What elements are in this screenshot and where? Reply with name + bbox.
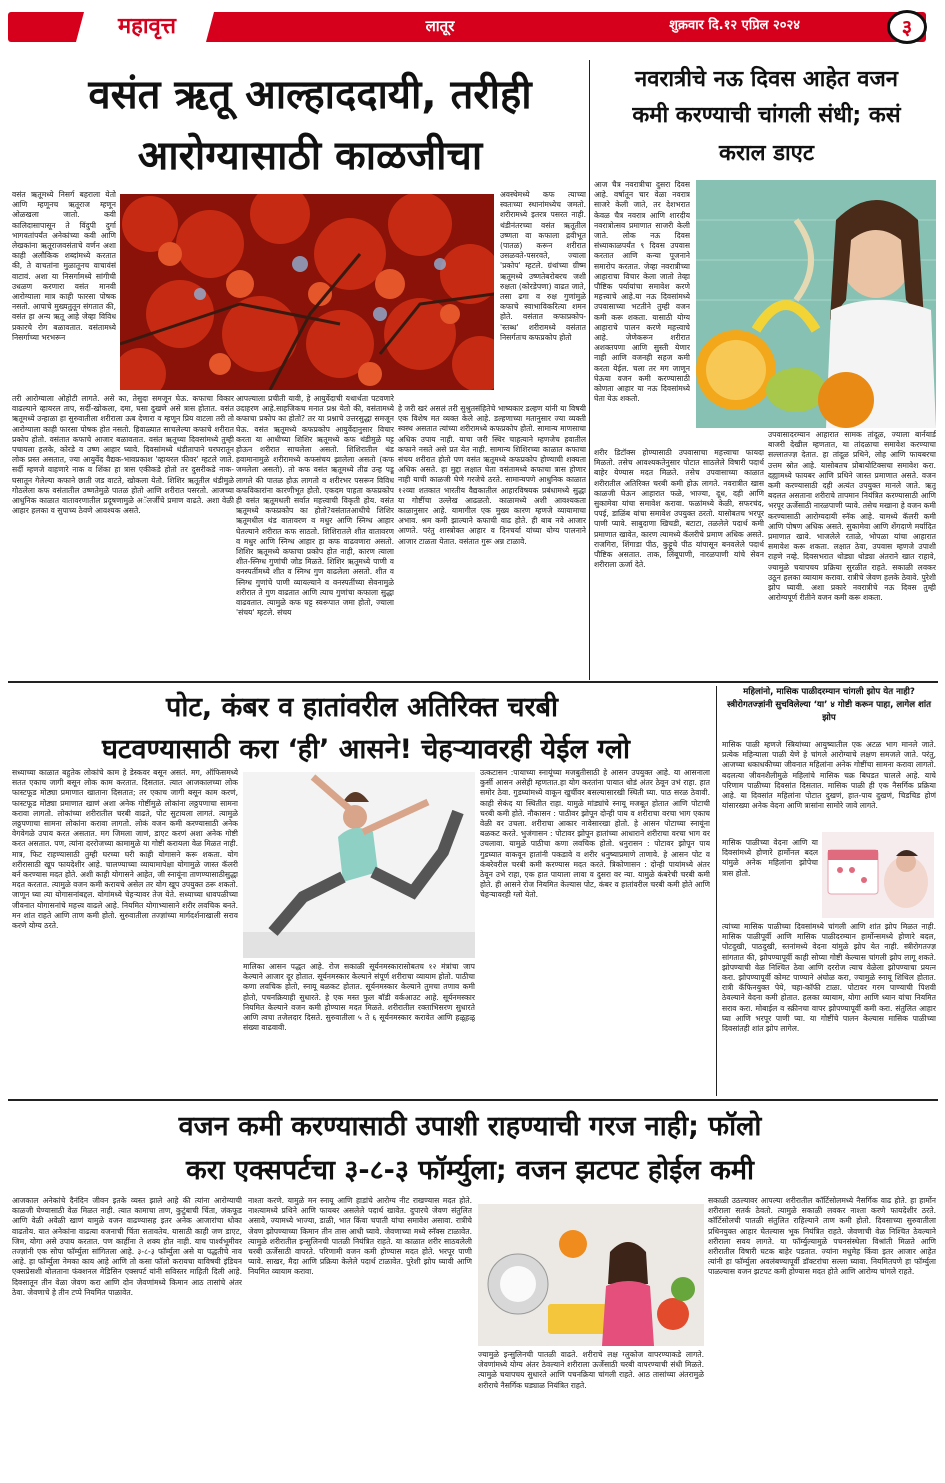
article5-headline-2: करा एक्सपर्टचा ३-८-३ फॉर्म्युला; वजन झटपट होईल कमी: [185, 1155, 755, 1186]
article3-headline-2: घटवण्यासाठी करा ‘ही’ आसने! चेहऱ्यावरही येईल ग्लो: [101, 734, 631, 765]
yoga-illustration: [243, 772, 475, 958]
divider-h-2: [8, 1099, 938, 1101]
article1-col3-top: अवस्थेमध्ये कफ त्याच्या स्वतःच्या स्थानांमध्येच जमतो. शरीरामध्ये इतरत्र पसरत नाही. थंडीनंतरच्या वसंत ऋतूतील उष्णता वा कफाला द्रवीभूत (पातळ) करून शरीरात उसळवते-पसरवते, ज्याला 'प्रकोप' म्हटले. ग्रंथांच्या ग्रीष्म ऋतूमध्ये उष्णतेबरोबरच जशी रुक्षता (कोरडेपणा) वाढत जाते, तसा ढगा व रुक्ष गुणांमुळे कफाचे स्वाभाविकरित्या शमन होते. वसंतात कफाप्रकोप-'स्तब्ध' शरीरामध्ये वसंतात निसर्गतःच कफप्रकोप होतो: [500, 190, 586, 342]
divider-v-top: [589, 60, 590, 680]
article5-col2: नाश्ता करणे. यामुळे मन स्नायू आणि हाडांचे आरोग्य नीट राखण्यास मदत होते. नाश्त्यामध्ये प्रथिने आणि फायबर असलेले पदार्थ खावेत. दुपारचे जेवण संतुलित असावे, ज्यामध्ये भाज्या, डाळी, भात किंवा चपाती यांचा समावेश असावा. रात्रीचे जेवण झोपण्याच्या किमान तीन तास आधी घ्यावे. जेवणाच्या मध्ये स्नॅक्स टाळावेत. त्यामुळे शरीरातील इन्सुलिनची पातळी नियंत्रित राहते. या काळात शरीर साठवलेली चरबी ऊर्जेसाठी वापरते. परिणामी वजन कमी होण्यास मदत होते. भरपूर पाणी प्यावे. साखर, मैदा आणि प्रक्रिया केलेले पदार्थ टाळावेत. पुरेशी झोप घ्यावी आणि नियमित व्यायाम करावा.: [248, 1196, 472, 1277]
article1-intro-col: वसंत ऋतूमध्ये निसर्ग बहराला येतो आणि म्हणूनच ऋतूराज म्हणून ओळखला जातो. कवी कालिदासापासून ते विंदुपी दुर्गा भागवतांपर्यंत अनेकांच्या कवी आणि लेखकांना ऋतूराजवसंताचे वर्णन अशा काही अलौकिक शब्दांमध्ये करतात की, ते वाचतांना मुळातूनच वाचावंसं वाटावं. अशा या निसर्गामध्ये सांगीची उधळण करणारा वसंत मानवी आरोग्याला मात्र काही फारसा पोषक नसतो. आपाचे मुख्यतुतून संगतात की, वसंत हा अन्य ऋतू आहे जेव्हा विविध प्रकारचे रोग बळावतात. वसंतामध्ये निसर्गाच्या भरभरून: [12, 190, 116, 342]
masthead-city: लातूर: [425, 17, 455, 35]
page-number: ३: [887, 10, 927, 44]
article1-headline-2: आरोग्यासाठी काळजीचा: [137, 133, 483, 179]
spring-tree-photo: [120, 194, 494, 390]
spring-tree-illustration: [120, 194, 494, 390]
article2-headline-1: नवरात्रीचे नऊ दिवस आहेत वजन: [634, 67, 899, 92]
article2-left-col: आज चैत्र नवरात्रीचा दुसरा दिवस आहे. वर्षातून चार वेळा नवरात्र साजरे केली जाते, तर देशभरात केवळ चैत्र नवरात्र आणि शारदीय नवरात्रोत्सव प्रमाणात साजरी केली जाते. लोक नऊ दिवस संध्याकाळपर्यंत ९ दिवस उपवास करतात आणि कन्या पूजनाने समारोप करतात. जेव्हा नवरात्रीच्या आहाराचा विचार केला जातो तेव्हा पौष्टिक पर्यायांचा समावेश करणे महत्त्वाचे आहे.या नऊ दिवसांमध्ये उपवासाच्या भटतीने तुम्ही वजन कमी करू शकता. यासाठी योग्य आहाराचे पालन करणे महत्त्वाचे आहे. जेणेकरून शरीरात अशक्तपणा आणि सुस्ती येणार नाही आणि वजनही सहज कमी करता येईल. चला तर मग जाणून घेऊया वजन कमी करण्यासाठी कोणता आहार या नऊ दिवसांमध्ये घेता येऊ शकतो.: [594, 180, 690, 404]
period-illustration: [822, 832, 934, 918]
article5-headline-1: वजन कमी करण्यासाठी उपाशी राहण्याची गरज नाही; फॉलो: [178, 1111, 762, 1142]
weight-loss-photo: [478, 1204, 704, 1346]
article1-mid-col: आपल्याला प्रचीती यावी, हे आयुर्वेदाची यथार्थता पटवणारे उदाहरण आहे.साहजिकच मनात प्रश्न येतो की, वसंतामध्ये कफाचा प्रकोप का होतो? तर या प्रश्नाचे उत्तरसुद्धा समजून घेऊ. वसंत ऋतूमध्ये कफप्रकोप आयुर्वेदानुसार विचार करता या आधीच्या शिशिर ऋतूमध्ये कफ थंडीमुळे घट्ट होऊन शरीरात साचलेला असतो. शिशिरातील थंड हवामानामुळे शरीरामध्ये कफसंचय झालेला असतो (कफ जमलेला असतो). तो कफ वसंत ऋतूमध्ये तीव्र उन्ह पडू लागले की पातळ होऊ लागतो व शरीरभर पसरून विविध कफविकारांना कारणीभूत होतो. एकदम पाहता कफप्रकोप ही वसंत ऋतूमधली सर्वात महत्त्वाची विकृती होय. वसंत ऋतूमध्ये कफप्रकोप का होतो?वसंतातआधीचे शिशिर ऋतूमधील थंड वातावरण व मधुर आणि स्निग्ध आहार घेतल्याने शरीरात कफ साठतो. शिशिरातले शीत वातावरण व मधुर आणि स्निग्ध आहार हा कफ वाढवणारा असतो. शिशिर ऋतूमध्ये कफाचा प्रकोप होत नाही, कारण त्याला शीत-स्निग्ध गुणांची जोड मिळते. शिशिर ऋतूमध्ये पाणी व वनस्पतींमध्ये शीत व स्निग्ध गुण वाढलेला असतो. शीत व स्निग्ध गुणांचे पाणी व्यायल्याने व वनस्पतींच्या सेवनामुळे शरीरात ते गुण वाढतात आणि त्याच गुणांचा कफाला सुद्धा वाढवतात. त्यामुळे कफ घट्ट स्वरूपात जमा होतो, ज्याला 'संचय' म्हटले. संचय: [236, 394, 394, 618]
period-calendar-photo: [822, 832, 934, 918]
diet-woman-photo: [696, 180, 936, 428]
yoga-photo: [243, 772, 475, 958]
divider-v-mid: [716, 686, 717, 1096]
article2-right-col: उपवासादरम्यान आहारात सामक तांदूळ, ज्याला बार्नयार्ड बाजरी देखील म्हणतात, या तांदळाचा समावेश करण्याचा सल्लातज्ज्ञ देतात. हा तांदूळ प्रथिने, लोह आणि फायबरचा उत्तम स्रोत आहे. यासोबतच प्रोबायोटिक्सचा समावेश करा. दह्यामध्ये फायबर आणि प्रथिने जास्त प्रमाणात असते. वजन कमी करण्यासाठी दही अत्यंत उपयुक्त मानले जाते. ऋतू बदलत असताना शरीराचे तापमान नियंत्रित करण्यासाठी आणि भरपूर ऊर्जेसाठी नारळपाणी प्यावे. तसेच मखाना हे वजन कमी करण्यासाठी आरोग्यदायी स्नॅक आहे. यामध्ये कॅलरी कमी आणि पोषण अधिक असते. सुकामेवा आणि शेंगदाणे मर्यादित प्रमाणात खावे. भाजलेले रताळे, भोपळा यांचा आहारात समावेश करू शकता. लक्षात ठेवा, उपवास म्हणजे उपाशी राहणे नव्हे. दिवसभरात थोड्या थोड्या अंतराने खात राहावे, ज्यामुळे चयापचय प्रक्रिया सुरळीत राहते. सकाळी लवकर उठून हलका व्यायाम करावा. रात्रीचे जेवण हलके ठेवावे. पुरेशी झोप घ्यावी. अशा प्रकारे नवरात्रीचे नऊ दिवस तुम्ही आरोग्यपूर्ण रीतीने वजन कमी करू शकता.: [768, 430, 936, 603]
article5-col3: ज्यामुळे इन्सुलिनची पातळी वाढते. शरीराचे लक्ष ग्लुकोज वापरण्याकडे लागते. जेवणांमध्ये योग्य अंतर ठेवल्याने शरीराला ऊर्जेसाठी चरबी वापरण्याची संधी मिळते. त्यामुळे चयापचय सुधारते आणि पचनक्रिया चांगली राहते. आठ तासांच्या अंतरामुळे शरीराचे नैसर्गिक घड्याळ नियंत्रित राहते.: [478, 1350, 704, 1390]
diet-illustration: [696, 180, 936, 428]
weight-loss-illustration: [478, 1204, 704, 1346]
article2-full-col: शरीर डिटॉक्स होण्यासाठी उपवासाचा महत्त्वाचा फायदा मिळतो. तसेच आवश्यकतेनुसार पोटात साठलेले विषारी पदार्थ बाहेर येण्यास मदत मिळते. तसेच उपवासाच्या काळात शरीरातील अतिरिक्त चरबी कमी होऊ लागते. नवरात्रीत खास काळजी घेऊन आहारात फळे, भाज्या, दूध, दही आणि सुकामेवा यांचा समावेश करावा. फळांमध्ये केळी, सफरचंद, पपई, डाळिंब यांचा समावेश उपयुक्त ठरतो. यासोबतच भरपूर पाणी प्यावे. साबुदाणा खिचडी, बटाटा, तळलेले पदार्थ कमी प्रमाणात खावेत, कारण त्यामध्ये कॅलरीचे प्रमाण अधिक असते. राजगिरा, शिंगाडा पीठ, कुट्टूचे पीठ यांपासून बनवलेले पदार्थ पौष्टिक असतात. ताक, लिंबूपाणी, नारळपाणी यांचे सेवन शरीराला ऊर्जा देते.: [594, 448, 764, 570]
article3-col1: सध्याच्या काळात बहुतेक लोकांचे काम हे डेस्कवर बसून असतं. मग, ऑफिसमध्ये सतत एकाच जागी बसून लोक काम करतात. दिसतात. त्यात आजकालच्या लोक फास्टफूड मोठ्या प्रमाणात खाताना दिसतात; तर एकाच जागी बसून काम करणं, फास्टफूड मोठ्या प्रमाणात खाणं अशा अनेक गोष्टींमुळे लोकांना लठ्ठपणाचा सामना करावा लागतो. लोकांच्या शरीरातील चरबी वाढते, पोट सुटायला लागतं. त्यामुळे लठ्ठपणाचा सामना लोकांना करावा लागतो. लोकं वजन कमी करण्यासाठी अनेक वेगवेगळे उपाय करत असतात. मग जिमला जाणं, डाएट करणं अशा अनेक गोष्टी करत असतात. पण, त्यांना दररोजच्या कामामुळे या गोष्टी करायला वेळ मिळत नाही. मात्र, फिट राहण्यासाठी तुम्ही घरच्या घरी काही योगासने करू शकता. योग शरीरासाठी खूप फायदेशीर आहे. चालण्याच्या व्यायामापेक्षा योगामुळे जास्त कॅलरी बर्न करण्यास मदत होते. अशी काही योगासने आहेत, जी स्नायूंना ताणण्यासाठीसुद्धा मदत करतात. त्यामुळे वजन कमी करायचे असेल तर योग खूप उपयुक्त ठरू शकतो. जाणून घ्या त्या योगासनांबद्दल. योगांमध्ये चेहऱ्यावर तेज येते. सध्याच्या धावपळीच्या जीवनात योगासनांचे महत्त्व वाढले आहे. नियमित योगाभ्यासाने शरीर लवचिक बनते. मन शांत राहते आणि ताण कमी होतो. सुरुवातीला तज्ज्ञांच्या मार्गदर्शनाखाली सराव करणे योग्य ठरते.: [12, 768, 238, 931]
article4-body2: त्यांच्या मासिक पाळीच्या दिवसांमध्ये चांगली आणि शांत झोप मिळत नाही. मासिक पाळीपूर्वी आणि मासिक पाळीदरम्यान हार्मोन्समध्ये होणारे बदल, पोटदुखी, पाठदुखी, स्तनांमध्ये वेदना यांमुळे झोप येत नाही. स्त्रीरोगतज्ज्ञ सांगतात की, झोपण्यापूर्वी काही सोप्या गोष्टी केल्यास चांगली झोप लागू शकते. झोपण्याची वेळ निश्चित ठेवा आणि दररोज त्याच वेळेला झोपण्याचा प्रयत्न करा. झोपण्यापूर्वी कोमट पाण्याने अंघोळ करा, ज्यामुळे स्नायू शिथिल होतात. रात्री कॅफिनयुक्त पेये, चहा-कॉफी टाळा. पोटावर गरम पाण्याची पिशवी ठेवल्याने वेदना कमी होतात. हलका व्यायाम, योगा आणि ध्यान यांचा नियमित सराव करा. मोबाईल व स्क्रीनचा वापर झोपण्यापूर्वी कमी करा. संतुलित आहार घ्या आणि भरपूर पाणी प्या. या गोष्टींचे पालन केल्यास मासिक पाळीच्या दिवसांतही शांत झोप लागेल.: [722, 922, 936, 1034]
article2-headline-2: कमी करण्याची चांगली संधी; कसं: [632, 103, 901, 128]
article5-col4: सकाळी उठल्यावर आपल्या शरीरातील कॉर्टिसोलमध्ये नैसर्गिक वाढ होते. हा हार्मोन शरीराला सतर्क ठेवतो. त्यामुळे सकाळी लवकर नाश्ता करणे फायदेशीर ठरते. कॉर्टिसोलची पातळी संतुलित राहिल्याने ताण कमी होतो. दिवसाच्या सुरुवातीला प्रथिनयुक्त आहार घेतल्यास भूक नियंत्रित राहते. जेवणाची वेळ निश्चित ठेवल्याने शरीराला सवय लागते. या फॉर्म्युल्यामुळे पचनसंस्थेला विश्रांती मिळते आणि शरीरातील विषारी घटक बाहेर पडतात. ज्यांना मधुमेह किंवा इतर आजार आहेत त्यांनी हा फॉर्म्युला अवलंबण्यापूर्वी डॉक्टरांचा सल्ला घ्यावा. नियमितपणे हा फॉर्म्युला पाळल्यास वजन झटपट कमी होण्यास मदत होते आणि आरोग्य चांगले राहते.: [708, 1196, 936, 1277]
article3-col3: उत्कटासन :पायाच्या स्नायूंच्या मजबुतीसाठी हे आसन उपयुक्त आहे. या आसनाला कुर्सी आसन असेही म्हणतात.हा योग करतांना पायात थोडं अंतर ठेवून उभं राहा. हात समोर ठेवा. गुडघ्यांमध्ये वाकून खुर्चीवर बसल्यासारखी स्थिती घ्या. पाठ सरळ ठेवावी. काही सेकंद या स्थितीत राहा. यामुळे मांड्यांचे स्नायू मजबूत होतात आणि पोटाची चरबी कमी होते. नौकासन : पाठीवर झोपून दोन्ही पाय व शरीराचा वरचा भाग एकाच वेळी वर उचला. शरीराचा आकार नावेसारखा होतो. हे आसन पोटाच्या स्नायूंना बळकट करते. भुजंगासन : पोटावर झोपून हातांच्या आधाराने शरीराचा वरचा भाग वर उचलावा. यामुळे पाठीचा कणा लवचिक होतो. धनुरासन : पोटावर झोपून पाय गुडघ्यात वाकवून हातांनी पकडावे व शरीर धनुष्याप्रमाणे ताणावे. हे आसन पोट व कंबरेवरील चरबी कमी करण्यास मदत करते. त्रिकोणासन : दोन्ही पायांमध्ये अंतर ठेवून उभे राहा, एक हात पायाला लावा व दुसरा वर न्या. यामुळे कंबरेची चरबी कमी होते. ही आसने रोज नियमित केल्यास पोट, कंबर व हातांवरील चरबी कमी होते आणि चेहऱ्यावरही ग्लो येतो.: [480, 768, 710, 900]
article2-headline-3: कराल डाएट: [719, 141, 814, 166]
article4-headline: महिलांनो, मासिक पाळीदरम्यान चांगली झोप येत नाही? स्त्रीरोगतज्ज्ञांनी सुचविलेल्या ‘या’ ४ गोष्टी करून पाहा, लागेल शांत झोप: [726, 687, 931, 723]
article1-body-col: तरी आरोग्याला ओहोटी लागते. असे का, तेसुदा समजून घेऊ. कफाचा विकार वाढल्याने व्हायरल ताप, सर्दी-खोकला, दमा, घसा दुखणे असे त्रास होतात. वसंत ऋतूमध्ये उन्हाळा हा सुरुवातीला शरीराला ऊब देणारा व म्हणून प्रिय वाटला तरी तो आरोग्याला काही फारसा पोषक होत नसतो. हिवाळ्यात साचलेल्या कफाचे शरीरात प्रकोप होतो. वसंतात कफाचे आजार बळावतात. वसंत ऋतूच्या दिवसांमध्ये तुम्ही पचायला हलके, कोरडे व उष्ण आहार घ्यावे. दिवसांमध्ये थंडीतापाने घरघरातून लोक प्रस्त असतात, ज्या आयुर्वेद वैद्यक-भावप्रकाश 'व्हायरल फीवर' म्हटले जाते. सर्दी म्हणजे वाहणारे नाक व शिंका हा त्रास एकीकडे होतो तर दुसरीकडे नाक-घसातून गेलेल्या कफाने छाती जड वाटते, खोकला येतो. शिशिर ऋतूतील थंडीमुळे गोठलेला कफ वसंतातील उष्णतेमुळे पातळ होतो आणि शरीरात पसरतो. आजच्या आधुनिक काळात वातावरणातील प्रदूषणामुळे अॅलर्जीचे प्रमाण वाढते. अशा वेळी आहार हलका व सुपाच्य ठेवणे आवश्यक असते.: [12, 394, 234, 516]
divider-h-1: [8, 681, 938, 683]
paper-name: महावृत्त: [118, 13, 176, 39]
masthead-date: शुक्रवार दि.१२ एप्रिल २०२४: [669, 18, 800, 33]
article5-col1: आजकाल अनेकांचे दैनंदिन जीवन इतके व्यस्त झाले आहे की त्यांना आरोग्याची काळजी घेण्यासाठी वेळ मिळत नाही. त्यात कामाचा ताण, कुटुंबाची चिंता, जंकफूड आणि वेळी अवेळी खाणं यामुळे वजन वाढण्यासह इतर अनेक आजारांचा धोका वाढतोय. यात अनेकांना वाढत्या वजनाची चिंता सतावतेय. यासाठी काही जण डाएट, जिम, योगा असे उपाय करतात. पण काहींना ते शक्य होत नाही. याच पार्श्वभूमीवर तज्ज्ञांनी एक सोपा फॉर्म्युला सांगितला आहे. ३-८-३ फॉर्म्युला असे या पद्धतीचे नाव आहे. हा फॉर्म्युला नेमका काय आहे आणि तो कसा फॉलो करायचा याविषयी इंडियन एक्सप्रेसशी बोलताना फंक्शनल मेडिसिन एक्सपर्ट यांनी सविस्तर माहिती दिली आहे. दिवसातून तीन वेळा जेवण करा आणि दोन जेवणांमध्ये किमान आठ तासांचे अंतर ठेवा. जेवणाचे हे तीन टप्पे नियमित पाळावेत.: [12, 1196, 242, 1297]
article1-headline-1: वसंत ऋतू आल्हाददायी, तरीही: [88, 72, 532, 118]
article4-body: मासिक पाळी म्हणजे स्त्रियांच्या आयुष्यातील एक अटळ भाग मानले जाते. प्रत्येक महिन्याला पाळी येणे हे चांगले आरोग्याचे लक्षण समजले जाते. परंतु, आजच्या धकाधकीच्या जीवनात महिलांना अनेक गोष्टींचा सामना करावा लागतो. बदलत्या जीवनशैलीमुळे महिलांचे मासिक चक्र बिघडत चालले आहे. याचे परिणाम पाळीच्या दिवसांत दिसतात. मासिक पाळी ही एक नैसर्गिक प्रक्रिया आहे. या दिवसांत महिलांना पोटात दुखणं, हात-पाय दुखणं, चिडचिड होणं यांसारख्या अनेक वेदना आणि त्रासांना सामोरे जावे लागते.: [722, 740, 936, 811]
article3-headline-1: पोट, कंबर व हातांवरील अतिरिक्त चरबी: [166, 692, 558, 723]
article1-mid-col-2: हे जरी खरं असलं तरी सुश्रुतसंहितेचे भाष्यकार डल्हण यांनी या विषयी एक विशेष मत व्यक्त केले आहे. डल्हणाच्या मतानुसार ज्या व्यक्ती स्वस्थ असतात त्यांच्या शरीरामध्ये कफप्रकोप होतो. सामान्य माणसाचा अधिक उपाय नाही. याचा जरी स्थिर चाहत्याने म्हणजेच हवातील कफाने नसते असे प्रत येत नाही. सामान्य शिशिरच्या काळात कफाचा संचय शरीरात होतो पण वसंत ऋतूमध्ये कफप्रकोप होण्याची शक्यता अधिक असते. हा मुद्दा लक्षात घेता वसंतामध्ये कफाचा त्रास होणार नाही याची काळजी घेणे गरजेचे ठरते. सामान्यपणे आधुनिक काळात १२व्या शतकात भारतीय वैद्यकातील आहारविषयक प्रबंधामध्ये सुद्धा या गोष्टींचा उल्लेख आढळतो. काळामध्ये अशी आवश्यकता काळानुसार आहे. यामागील एक मुख्य कारण म्हणजे व्यायामाचा अभाव. श्रम कमी झाल्याने कफाची वाढ होते. ही बाब नवे आजार आणते. परंतु शास्त्रोक्त आहार व दिनचर्या यांच्या योग्य पालनाने आजार टाळता येतात. वसंतात गुरू अन्न टाळावे.: [398, 404, 586, 546]
article4-body-wrap: मासिक पाळीच्या वेदना आणि या दिवसांमध्ये होणारे हार्मोनल बदल यांमुळे अनेक महिलांना झोपेचा त्रास होतो.: [722, 838, 818, 878]
article3-col2: मालिका आसन पद्धत आहे. रोज सकाळी सूर्यनमस्कारासोबतच १२ मंत्रांचा जाप केल्याने आजार दूर होतात. सूर्यनमस्कार केल्याने संपूर्ण शरीराचा व्यायाम होतो. पाठीचा कणा लवचिक होतो, स्नायू बळकट होतात. सूर्यनमस्कार केल्याने तुमचा तणाव कमी होतो, पचनक्रियाही सुधारते. हे एक मस्त फुल बॉडी वर्कआउट आहे. सूर्यनमस्कार नियमित केल्याने वजन कमी होण्यास मदत मिळते. शरीरातील रक्ताभिसरण सुधारते आणि त्वचा तजेलदार दिसते. सुरुवातीला ५ ते ६ सूर्यनमस्कार करावेत आणि हळूहळू संख्या वाढवावी.: [243, 962, 475, 1033]
